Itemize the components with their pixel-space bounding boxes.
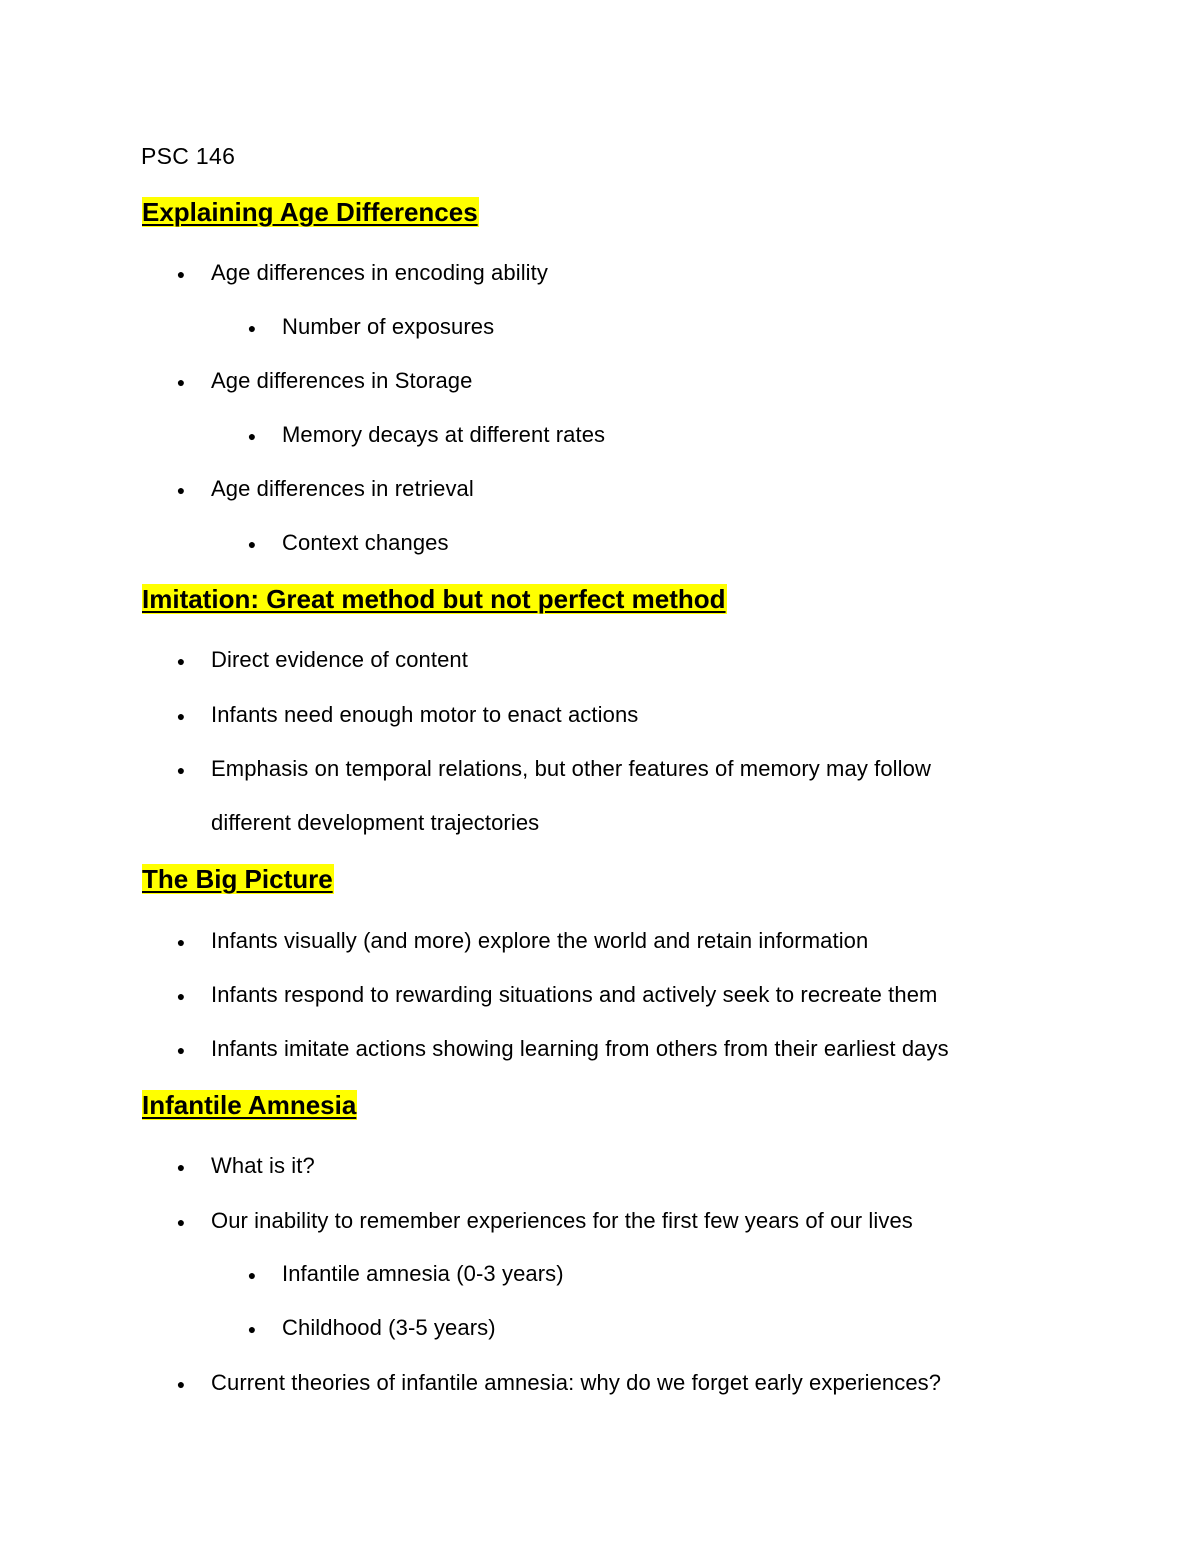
- list-item: Infants need enough motor to enact actions: [211, 702, 639, 727]
- list-item: Age differences in encoding ability: [211, 260, 548, 285]
- list-item: Context changes: [282, 530, 449, 555]
- list-item: What is it?: [211, 1153, 315, 1178]
- bullet-icon: ●: [247, 428, 257, 444]
- section-heading: [141, 1088, 358, 1122]
- bullet-icon: ●: [176, 266, 186, 282]
- bullet-icon: ●: [176, 934, 186, 950]
- bullet-icon: ●: [176, 374, 186, 390]
- section-heading: [141, 582, 728, 616]
- section-heading-text: Infantile Amnesia: [142, 1090, 357, 1120]
- list-item: Emphasis on temporal relations, but other features of memory may follow: [211, 756, 931, 781]
- course-code: PSC 146: [141, 143, 236, 169]
- bullet-icon: ●: [176, 762, 186, 778]
- list-item-continuation: different development trajectories: [211, 810, 540, 835]
- bullet-icon: ●: [176, 482, 186, 498]
- list-item: Our inability to remember experiences for the first few years of our lives: [211, 1208, 913, 1233]
- list-item: Infants visually (and more) explore the world and retain information: [211, 928, 869, 953]
- section-heading: [141, 195, 480, 229]
- list-item: Memory decays at different rates: [282, 422, 606, 447]
- bullet-icon: ●: [176, 653, 186, 669]
- bullet-icon: ●: [247, 320, 257, 336]
- bullet-icon: ●: [176, 1042, 186, 1058]
- list-item: Current theories of infantile amnesia: why do we forget early experiences?: [211, 1370, 942, 1395]
- section-heading-text: Explaining Age Differences: [142, 197, 478, 227]
- list-item: Age differences in Storage: [211, 368, 473, 393]
- list-item: Infantile amnesia (0-3 years): [282, 1261, 564, 1286]
- bullet-icon: ●: [176, 708, 186, 724]
- section-heading-text: The Big Picture: [142, 864, 333, 894]
- list-item: Infants imitate actions showing learning from others from their earliest days: [211, 1036, 949, 1061]
- list-item: Direct evidence of content: [211, 647, 468, 672]
- list-item: Number of exposures: [282, 314, 495, 339]
- bullet-icon: ●: [176, 1214, 186, 1230]
- bullet-icon: ●: [176, 988, 186, 1004]
- section-heading-text: Imitation: Great method but not perfect method: [142, 584, 726, 614]
- section-heading: [141, 862, 335, 896]
- list-item: Childhood (3-5 years): [282, 1315, 496, 1340]
- bullet-icon: ●: [247, 1267, 257, 1283]
- bullet-icon: ●: [247, 536, 257, 552]
- bullet-icon: ●: [176, 1159, 186, 1175]
- list-item: Infants respond to rewarding situations and actively seek to recreate them: [211, 982, 938, 1007]
- bullet-icon: ●: [176, 1376, 186, 1392]
- bullet-icon: ●: [247, 1321, 257, 1337]
- list-item: Age differences in retrieval: [211, 476, 474, 501]
